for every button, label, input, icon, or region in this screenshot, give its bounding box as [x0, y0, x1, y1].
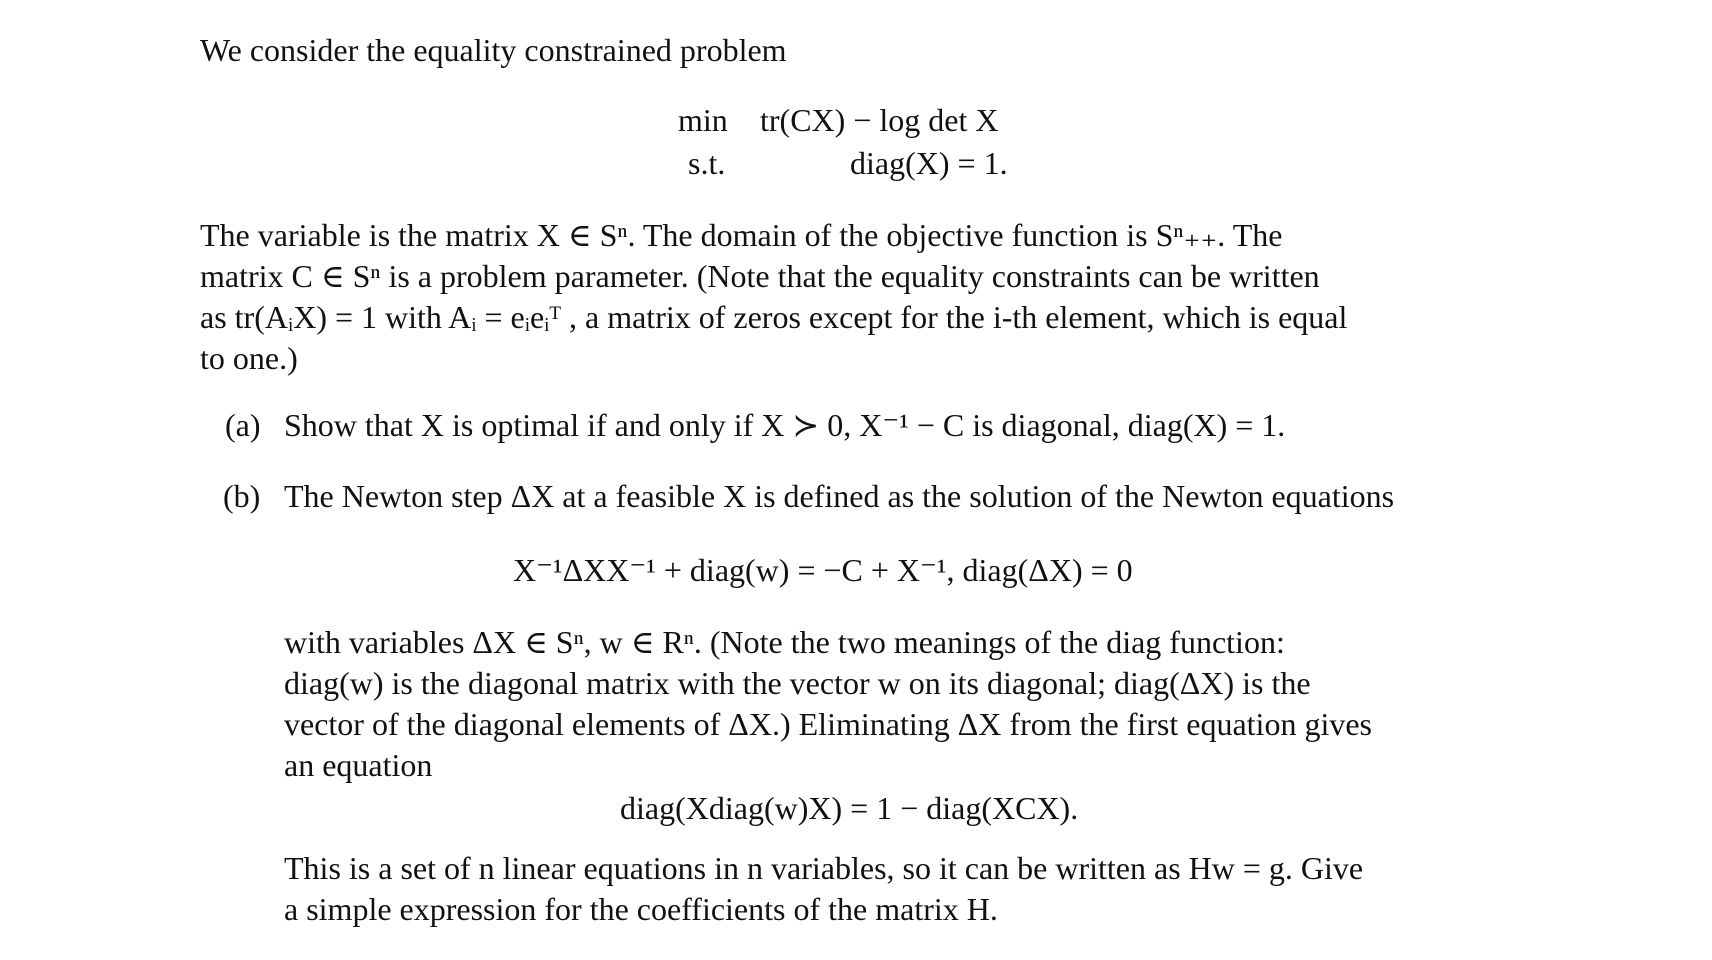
part-b-p2-line1: with variables ΔX ∈ Sⁿ, w ∈ Rⁿ. (Note the two meanings of the diag function:	[284, 624, 1285, 660]
paragraph1-line1: The variable is the matrix X ∈ Sⁿ. The domain of the objective function is Sⁿ₊₊. The	[200, 217, 1283, 253]
part-b-p2-line3: vector of the diagonal elements of ΔX.) Eliminating ΔX from the first equation gives	[284, 706, 1372, 742]
intro-text: We consider the equality constrained problem	[200, 32, 787, 68]
part-b-p3-line2: a simple expression for the coefficients of the matrix H.	[284, 891, 998, 927]
part-b-p2-line2: diag(w) is the diagonal matrix with the vector w on its diagonal; diag(ΔX) is the	[284, 665, 1311, 701]
part-a-marker: (a)	[225, 407, 261, 443]
part-b-p3-line1: This is a set of n linear equations in n variables, so it can be written as Hw = g. Give	[284, 850, 1364, 886]
st-label: s.t.	[688, 145, 726, 181]
paragraph1-line3: as tr(AᵢX) = 1 with Aᵢ = eᵢeᵢᵀ , a matrix of zeros except for the i-th element, which is equal	[200, 299, 1348, 335]
constraint-expression: diag(X) = 1.	[850, 145, 1008, 181]
part-a-text: Show that X is optimal if and only if X ≻ 0, X⁻¹ − C is diagonal, diag(X) = 1.	[284, 407, 1286, 443]
paragraph1-line2: matrix C ∈ Sⁿ is a problem parameter. (Note that the equality constraints can be written	[200, 258, 1320, 294]
part-b-marker: (b)	[223, 478, 261, 514]
paragraph1-line4: to one.)	[200, 340, 298, 376]
eliminated-equation: diag(Xdiag(w)X) = 1 − diag(XCX).	[620, 790, 1079, 826]
objective-expression: tr(CX) − log det X	[760, 102, 999, 138]
newton-equation: X⁻¹ΔXX⁻¹ + diag(w) = −C + X⁻¹, diag(ΔX) = 0	[513, 552, 1133, 588]
min-label: min	[678, 102, 728, 138]
part-b-p2-line4: an equation	[284, 747, 433, 783]
part-b-line1: The Newton step ΔX at a feasible X is defined as the solution of the Newton equations	[284, 478, 1395, 514]
